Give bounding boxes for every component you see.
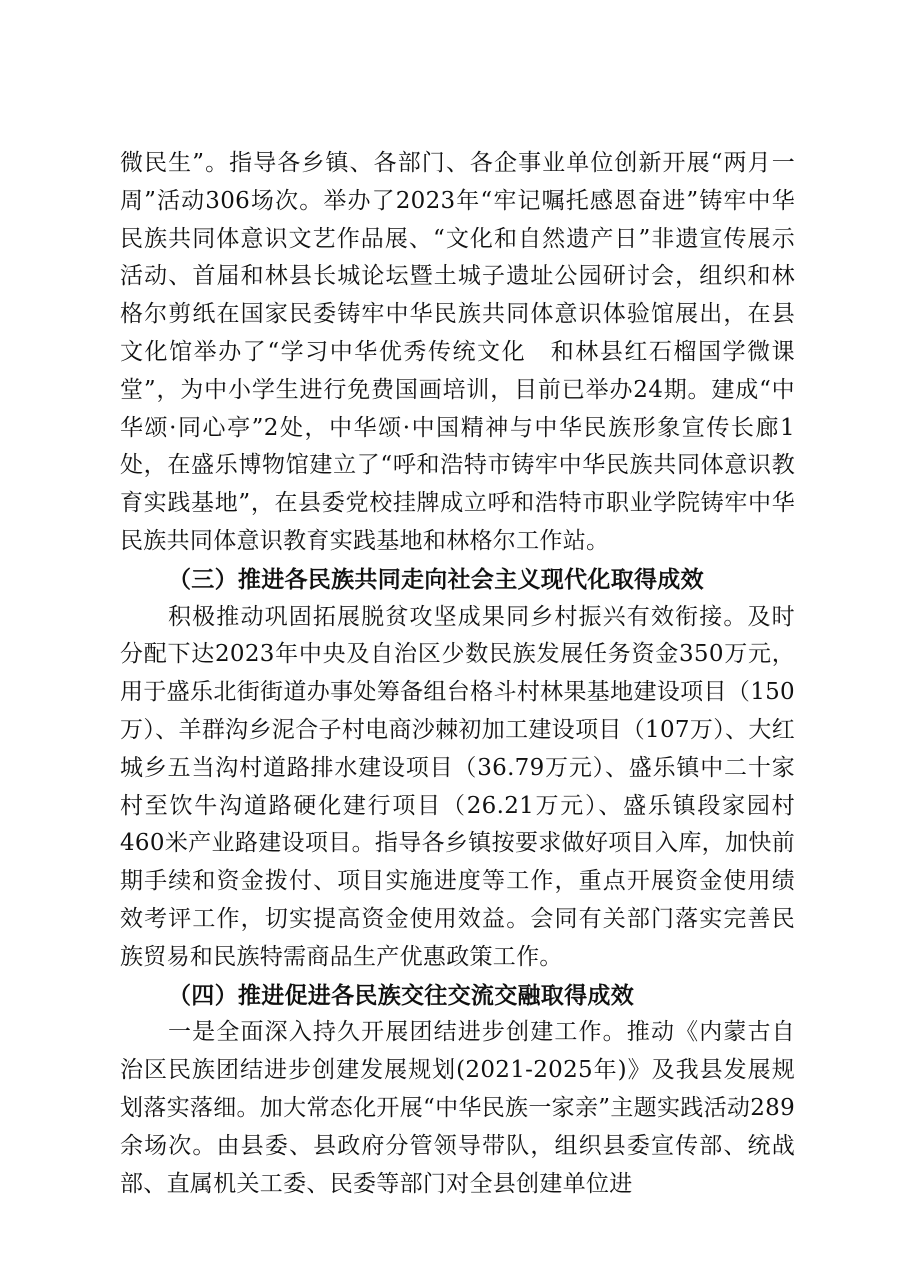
section-heading-3: （三）推进各民族共同走向社会主义现代化取得成效 (168, 565, 704, 593)
section-heading-4: （四）推进促进各民族交往交流交融取得成效 (168, 981, 634, 1009)
paragraph-3: 一是全面深入持久开展团结进步创建工作。推动《内蒙古自治区民族团结进步创建发展规划(2021-2025年)》及我县发展规划落实落细。加大常态化开展“中华民族一家亲”主题实践活动289余场次。由县委、县政府分管领导带队，组织县委宣传部、统战部、直属机关工委、民委等部门对全县创建单位进 (120, 1019, 795, 1197)
paragraph-2: 积极推动巩固拓展脱贫攻坚成果同乡村振兴有效衔接。及时分配下达2023年中央及自治区少数民族发展任务资金350万元，用于盛乐北街街道办事处筹备组台格斗村林果基地建设项目（150万）、羊群沟乡泥合子村电商沙棘初加工建设项目（107万）、大红城乡五当沟村道路排水建设项目（36.79万元）、盛乐镇中二十家村至饮牛沟道路硬化建行项目（26.21万元）、盛乐镇段家园村460米产业路建设项目。指导各乡镇按要求做好项目入库，加快前期手续和资金拨付、项目实施进度等工作，重点开展资金使用绩效考评工作，切实提高资金使用效益。会同有关部门落实完善民族贸易和民族特需商品生产优惠政策工作。 (120, 603, 795, 970)
paragraph-1: 微民生”。指导各乡镇、各部门、各企事业单位创新开展“两月一周”活动306场次。举办了2023年“牢记嘱托感恩奋进”铸牢中华民族共同体意识文艺作品展、“文化和自然遗产日”非遗宣传展示活动、首届和林县长城论坛暨土城子遗址公园研讨会，组织和林格尔剪纸在国家民委铸牢中华民族共同体意识体验馆展出，在县文化馆举办了“学习中华优秀传统文化 和林县红石榴国学微课堂”，为中小学生进行免费国画培训，目前已举办24期。建成“中华颂·同心亭”2处，中华颂·中国精神与中华民族形象宣传长廊1处，在盛乐博物馆建立了“呼和浩特市铸牢中华民族共同体意识教育实践基地”，在县委党校挂牌成立呼和浩特市职业学院铸牢中华民族共同体意识教育实践基地和林格尔工作站。 (120, 150, 795, 554)
document-page (120, 145, 795, 1203)
